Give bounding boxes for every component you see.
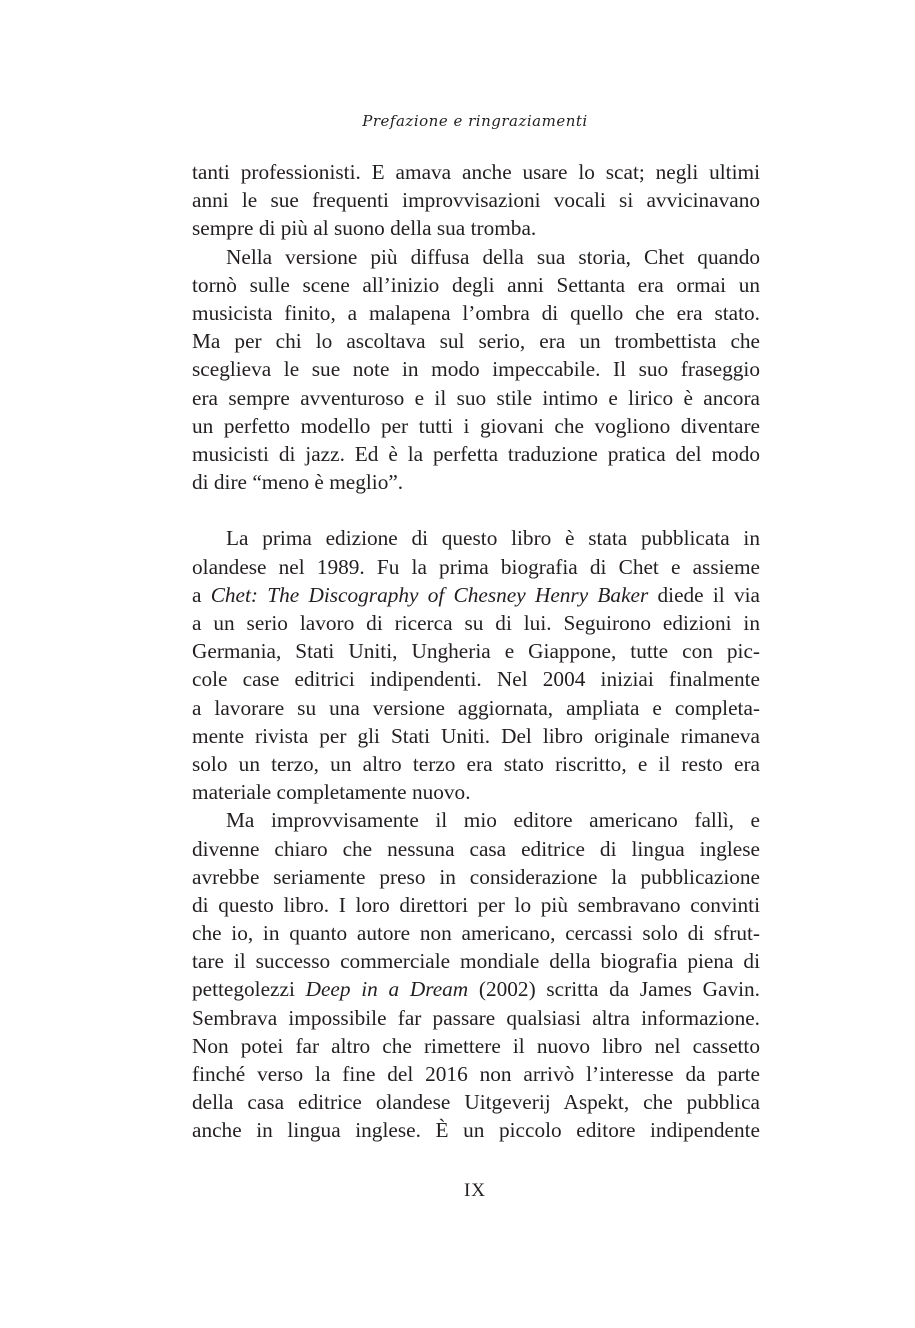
text-line: avrebbe seriamente preso in considerazione la pubblicazione bbox=[192, 864, 760, 889]
text-line: Ma per chi lo ascoltava sul serio, era un trombettista che bbox=[192, 329, 760, 354]
text-line: tanti professionisti. E amava anche usare lo scat; negli ultimi bbox=[192, 160, 760, 184]
text-line: anche in lingua inglese. È un piccolo editore indipendente bbox=[192, 1118, 760, 1143]
text-fragment: pettegolezzi bbox=[192, 977, 306, 1002]
text-line: sceglieva le sue note in modo impeccabile. Il suo fraseggio bbox=[192, 357, 760, 382]
text-line: musicista finito, a malapena l’ombra di quello che era stato. bbox=[192, 300, 760, 325]
text-fragment: (2002) scritta da James Gavin. bbox=[468, 977, 761, 1002]
section-break bbox=[192, 496, 760, 524]
text-line: della casa editrice olandese Uitgeverij Aspekt, che pubblica bbox=[192, 1090, 760, 1115]
text-fragment: a bbox=[192, 582, 211, 607]
text-line: era sempre avventuroso e il suo stile intimo e lirico è ancora bbox=[192, 385, 760, 410]
book-title: Chet: The Discography of Chesney Henry Baker bbox=[210, 582, 649, 607]
text-line: La prima edizione di questo libro è stata pubblicata in bbox=[226, 526, 760, 551]
text-line: di questo libro. I loro direttori per lo più sembravano convinti bbox=[192, 892, 760, 917]
body-text bbox=[192, 158, 760, 1145]
text-line bbox=[192, 975, 760, 1003]
text-line: anni le sue frequenti improvvisazioni vocali si avvicinavano bbox=[192, 188, 760, 213]
text-line: materiale completamente nuovo. bbox=[192, 780, 471, 805]
text-line: Non potei far altro che rimettere il nuovo libro nel cassetto bbox=[192, 1033, 760, 1058]
text-line: mente rivista per gli Stati Uniti. Del libro originale rimaneva bbox=[192, 723, 760, 748]
text-line: di dire “meno è meglio”. bbox=[192, 470, 404, 495]
text-line: tare il successo commerciale mondiale della biografia piena di bbox=[192, 949, 760, 974]
text-fragment: diede il via bbox=[648, 582, 760, 607]
text-line: musicisti di jazz. Ed è la perfetta traduzione pratica del modo bbox=[192, 441, 760, 466]
text-line bbox=[192, 581, 760, 609]
text-line: divenne chiaro che nessuna casa editrice di lingua inglese bbox=[192, 836, 760, 861]
text-line: a lavorare su una versione aggiornata, ampliata e completa- bbox=[192, 695, 760, 720]
page-number: IX bbox=[463, 1180, 487, 1201]
text-line: cole case editrici indipendenti. Nel 2004 iniziai finalmente bbox=[192, 667, 760, 692]
text-line: a un serio lavoro di ricerca su di lui. Seguirono edizioni in bbox=[192, 611, 760, 635]
text-line: un perfetto modello per tutti i giovani che vogliono diventare bbox=[192, 413, 760, 438]
text-line: olandese nel 1989. Fu la prima biografia di Chet e assieme bbox=[192, 554, 760, 579]
text-line: sempre di più al suono della sua tromba. bbox=[192, 216, 537, 241]
text-line: che io, in quanto autore non americano, cercassi solo di sfrut- bbox=[192, 921, 760, 946]
book-title: Deep in a Dream bbox=[305, 977, 469, 1002]
text-line: tornò sulle scene all’inizio degli anni Settanta era ormai un bbox=[192, 272, 760, 297]
text-line: Sembrava impossibile far passare qualsiasi altra informazione. bbox=[192, 1005, 760, 1030]
running-head: Prefazione e ringraziamenti bbox=[362, 112, 588, 130]
text-line: solo un terzo, un altro terzo era stato riscritto, e il resto era bbox=[192, 751, 760, 776]
text-line: Germania, Stati Uniti, Ungheria e Giappone, tutte con pic- bbox=[192, 639, 760, 664]
text-line: finché verso la fine del 2016 non arrivò l’interesse da parte bbox=[192, 1062, 760, 1086]
text-line: Nella versione più diffusa della sua storia, Chet quando bbox=[226, 244, 760, 269]
text-line: Ma improvvisamente il mio editore americano fallì, e bbox=[226, 808, 760, 833]
